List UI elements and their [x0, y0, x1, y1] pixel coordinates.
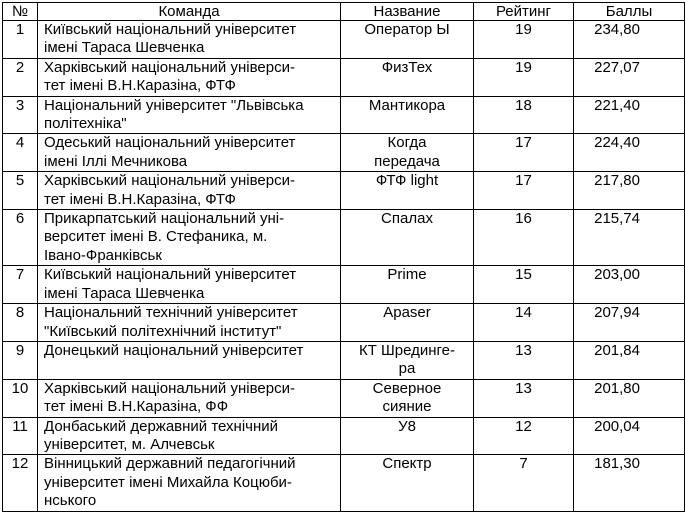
cell-num: 4: [3, 134, 38, 172]
cell-num: 8: [3, 304, 38, 342]
table-row: [3, 304, 685, 342]
cell-num: 10: [3, 379, 38, 417]
table-row: [3, 417, 685, 455]
cell-score: 215,74: [574, 210, 685, 266]
cell-team: Прикарпатський національний уні- верситет імені В. Стефаника, м. Івано-Франківськ: [38, 210, 341, 266]
cell-rating: 18: [474, 96, 574, 134]
cell-score: 224,40: [574, 134, 685, 172]
table-row: [3, 210, 685, 266]
header-score: Баллы: [574, 3, 685, 21]
cell-num: 2: [3, 58, 38, 96]
table-row: [3, 455, 685, 511]
cell-rating: 12: [474, 417, 574, 455]
table-row: [3, 266, 685, 304]
cell-score: 201,84: [574, 341, 685, 379]
cell-team: Національний технічний університет "Київський політехнічний інститут": [38, 304, 341, 342]
cell-rating: 19: [474, 58, 574, 96]
header-team: Команда: [38, 3, 341, 21]
header-num: №: [3, 3, 38, 21]
cell-num: 9: [3, 341, 38, 379]
cell-score: 207,94: [574, 304, 685, 342]
cell-team: Донецький національний університет: [38, 341, 341, 379]
table-body: [3, 21, 685, 512]
cell-rating: 14: [474, 304, 574, 342]
cell-team: Одеський національний університет імені Іллі Мечникова: [38, 134, 341, 172]
cell-name: ФТФ light: [341, 172, 474, 210]
cell-rating: 17: [474, 172, 574, 210]
cell-team: Харківський національний універси- тет імені В.Н.Каразіна, ФТФ: [38, 58, 341, 96]
cell-team: Національний університет "Львівська політехніка": [38, 96, 341, 134]
cell-num: 6: [3, 210, 38, 266]
cell-team: Київський національний університет імені Тараса Шевченка: [38, 21, 341, 59]
cell-name: Когда передача: [341, 134, 474, 172]
cell-num: 12: [3, 455, 38, 511]
table-row: [3, 172, 685, 210]
cell-team: Вінницький державний педагогічний університет імені Михайла Коцюби- нського: [38, 455, 341, 511]
header-name: Название: [341, 3, 474, 21]
cell-score: 201,80: [574, 379, 685, 417]
cell-score: 181,30: [574, 455, 685, 511]
cell-score: 200,04: [574, 417, 685, 455]
table-row: [3, 341, 685, 379]
cell-name: Prime: [341, 266, 474, 304]
cell-score: 203,00: [574, 266, 685, 304]
table-row: [3, 58, 685, 96]
cell-num: 11: [3, 417, 38, 455]
cell-score: 217,80: [574, 172, 685, 210]
cell-score: 234,80: [574, 21, 685, 59]
cell-team: Київський національний університет імені Тараса Шевченка: [38, 266, 341, 304]
cell-name: Apaser: [341, 304, 474, 342]
cell-score: 227,07: [574, 58, 685, 96]
cell-name: Мантикора: [341, 96, 474, 134]
cell-team: Харківський національний універси- тет імені В.Н.Каразіна, ФТФ: [38, 172, 341, 210]
cell-rating: 15: [474, 266, 574, 304]
results-table: [2, 2, 685, 512]
table-row: [3, 379, 685, 417]
cell-score: 221,40: [574, 96, 685, 134]
cell-team: Харківський національний універси- тет імені В.Н.Каразіна, ФФ: [38, 379, 341, 417]
table-row: [3, 134, 685, 172]
cell-name: Оператор Ы: [341, 21, 474, 59]
cell-num: 7: [3, 266, 38, 304]
cell-num: 5: [3, 172, 38, 210]
cell-num: 3: [3, 96, 38, 134]
cell-rating: 17: [474, 134, 574, 172]
cell-rating: 13: [474, 341, 574, 379]
cell-name: Северное сияние: [341, 379, 474, 417]
cell-rating: 16: [474, 210, 574, 266]
cell-name: ФизТех: [341, 58, 474, 96]
cell-name: Спалах: [341, 210, 474, 266]
cell-team: Донбаський державний технічний університет, м. Алчевськ: [38, 417, 341, 455]
cell-name: Спектр: [341, 455, 474, 511]
table-row: [3, 21, 685, 59]
cell-name: У8: [341, 417, 474, 455]
cell-rating: 13: [474, 379, 574, 417]
cell-rating: 7: [474, 455, 574, 511]
cell-num: 1: [3, 21, 38, 59]
table-row: [3, 96, 685, 134]
header-rating: Рейтинг: [474, 3, 574, 21]
header-row: [3, 3, 685, 21]
cell-rating: 19: [474, 21, 574, 59]
cell-name: КТ Шрединге- ра: [341, 341, 474, 379]
